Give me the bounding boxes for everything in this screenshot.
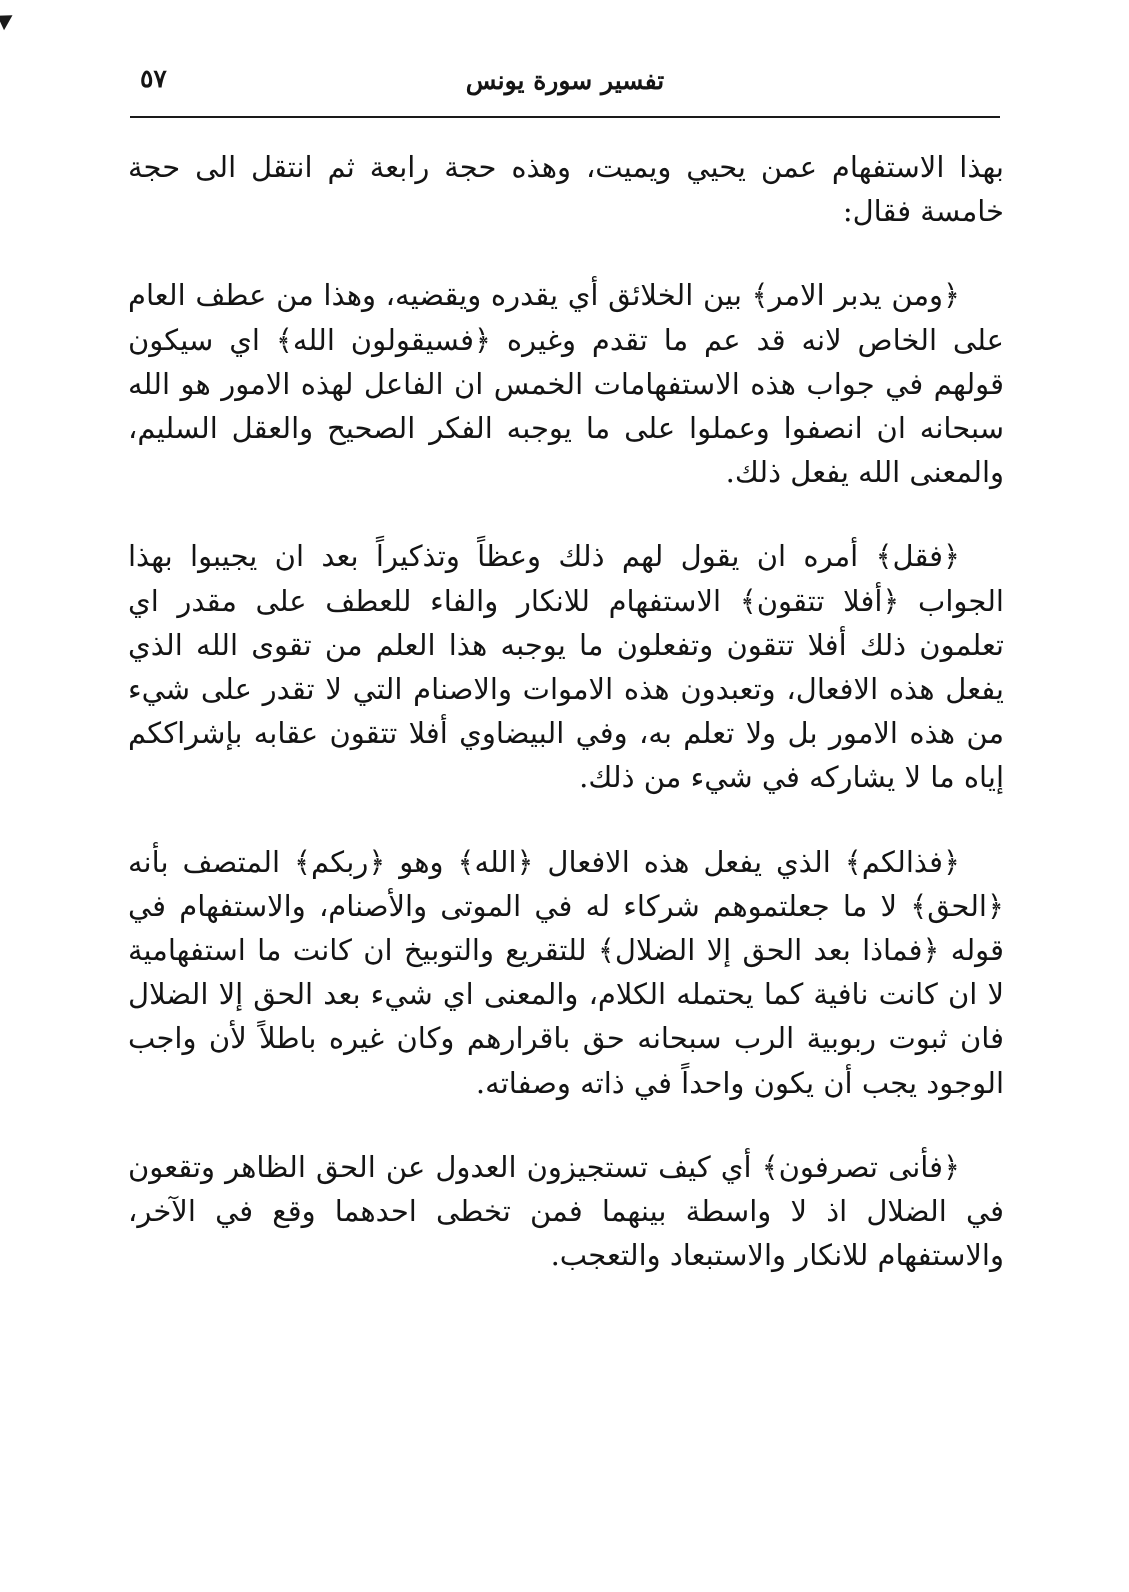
page-title: تفسير سورة يونس (465, 66, 665, 95)
header-divider (130, 116, 1000, 118)
scan-corner-mark (0, 10, 17, 30)
paragraph-continuation: بهذا الاستفهام عمن يحيي ويميت، وهذه حجة رابعة ثم انتقل الى حجة خامسة فقال: (128, 150, 1004, 229)
paragraph-that-is-allah: ﴿فذالكم﴾ الذي يفعل هذه الافعال ﴿الله﴾ وهو ﴿ربكم﴾ المتصف بأنه ﴿الحق﴾ لا ما جعلتموهم شركاء له في الموتى والأصنام، والاستفهام في قوله ﴿فماذا بعد الحق إلا الضلال﴾ للتقريع والتوبيخ ان كانت ما استفهامية لا ان كانت نافية كما يحتمله الكلام، والمعنى اي شيء بعد الحق إلا الضلال فان ثبوت ربوبية الرب سبحانه حق باقرارهم وكان غيره باطلاً لأن واجب الوجود يجب أن يكون واحداً في ذاته وصفاته. (128, 844, 1004, 1100)
page-body (128, 145, 1004, 1317)
paragraph-who-directs-affairs: ﴿ومن يدبر الامر﴾ بين الخلائق أي يقدره ويقضيه، وهذا من عطف العام على الخاص لانه قد عم ما تقدم وغيره ﴿فسيقولون الله﴾ اي سيكون قولهم في جواب هذه الاستفهامات الخمس ان الفاعل لهذه الامور هو الله سبحانه ان انصفوا وعملوا على ما يوجبه الفكر الصحيح والعقل السليم، والمعنى الله يفعل ذلك. (128, 278, 1004, 490)
page-header (130, 62, 1000, 118)
paragraph-how-are-you-turned: ﴿فأنى تصرفون﴾ أي كيف تستجيزون العدول عن الحق الظاهر وتقعون في الضلال اذ لا واسطة بينهما فمن تخطى احدهما وقع في الآخر، والاستفهام للانكار والاستبعاد والتعجب. (128, 1149, 1004, 1273)
page-number: ٥٧ (140, 64, 167, 93)
paragraph-then-say: ﴿فقل﴾ أمره ان يقول لهم ذلك وعظاً وتذكيراً بعد ان يجيبوا بهذا الجواب ﴿أفلا تتقون﴾ الاستفهام للانكار والفاء للعطف على مقدر اي تعلمون ذلك أفلا تتقون وتفعلون ما يوجبه هذا العلم من تقوى الله الذي يفعل هذه الافعال، وتعبدون هذه الاموات والاصنام التي لا تقدر على شيء من هذه الامور بل ولا تعلم به، وفي البيضاوي أفلا تتقون عقابه بإشراككم إياه ما لا يشاركه في شيء من ذلك. (128, 539, 1004, 795)
